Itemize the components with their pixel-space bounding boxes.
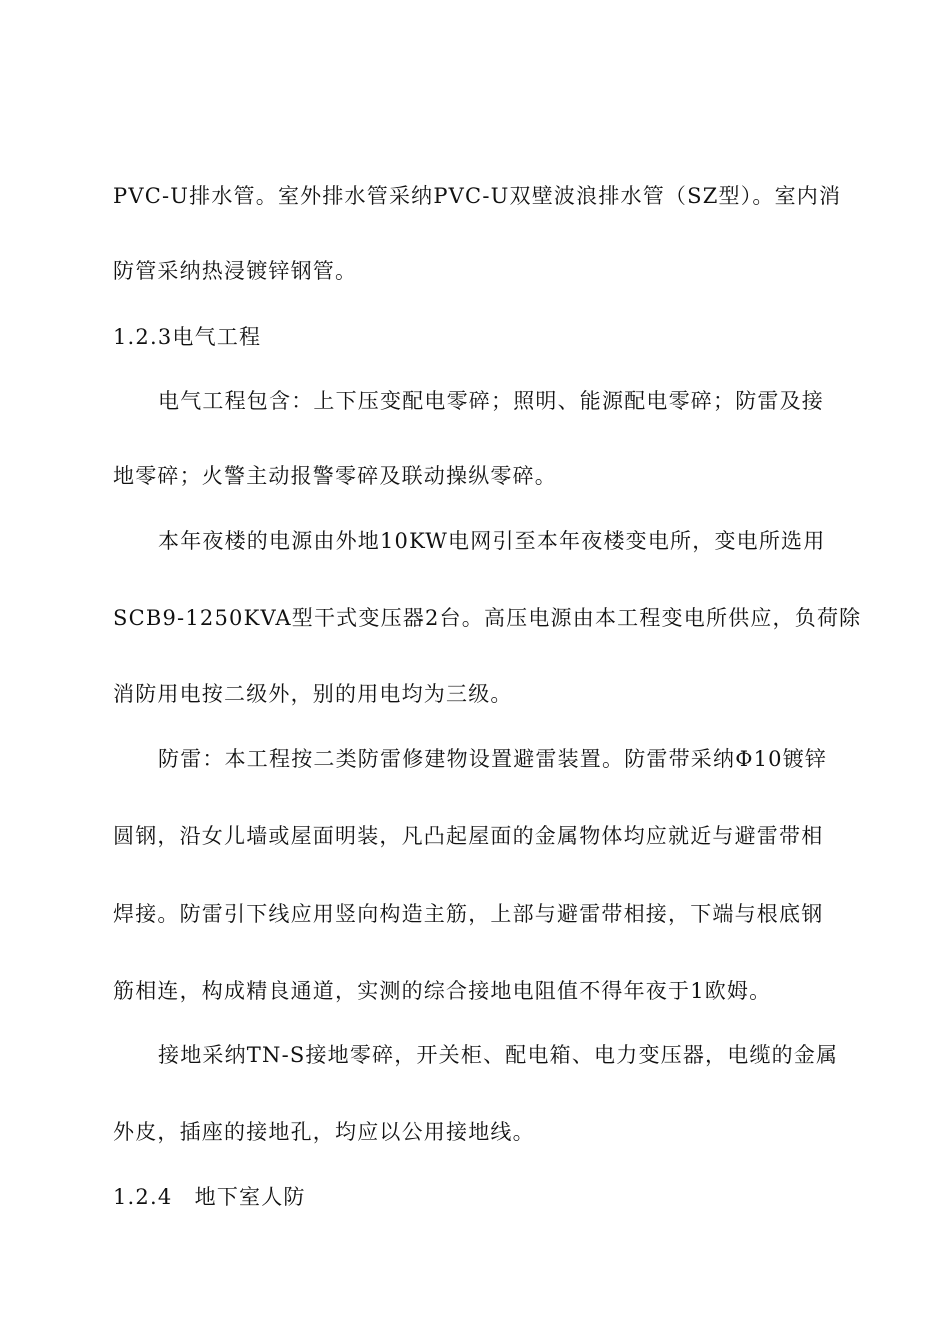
paragraph-line-12: 接地采纳TN-S接地零碎，开关柜、配电箱、电力变压器，电缆的金属 [158, 1043, 839, 1067]
paragraph-line-13: 外皮，插座的接地孔，均应以公用接地线。 [113, 1120, 535, 1144]
paragraph-line-6: SCB9-1250KVA型干式变压器2台。高压电源由本工程变电所供应，负荷除 [113, 606, 862, 630]
paragraph-line-10: 焊接。防雷引下线应用竖向构造主筋，上部与避雷带相接，下端与根底钢 [113, 902, 824, 926]
section-heading-1-2-4: 1.2.4 地下室人防 [113, 1185, 306, 1209]
paragraph-line-11: 筋相连，构成精良通道，实测的综合接地电阻值不得年夜于1欧姆。 [113, 979, 772, 1003]
paragraph-line-5: 本年夜楼的电源由外地10KW电网引至本年夜楼变电所，变电所选用 [158, 529, 826, 553]
paragraph-line-4: 地零碎；火警主动报警零碎及联动操纵零碎。 [113, 464, 557, 488]
paragraph-line-9: 圆钢，沿女儿墙或屋面明装，凡凸起屋面的金属物体均应就近与避雷带相 [113, 824, 824, 848]
paragraph-line-2: 防管采纳热浸镀锌钢管。 [113, 259, 358, 283]
section-heading-1-2-3: 1.2.3电气工程 [113, 325, 262, 349]
paragraph-line-8: 防雷：本工程按二类防雷修建物设置避雷装置。防雷带采纳Φ10镀锌 [158, 747, 828, 771]
paragraph-line-1: PVC-U排水管。室外排水管采纳PVC-U双壁波浪排水管（SZ型）。室内消 [113, 184, 842, 208]
paragraph-line-7: 消防用电按二级外，别的用电均为三级。 [113, 682, 513, 706]
paragraph-line-3: 电气工程包含：上下压变配电零碎；照明、能源配电零碎；防雷及接 [158, 389, 824, 413]
